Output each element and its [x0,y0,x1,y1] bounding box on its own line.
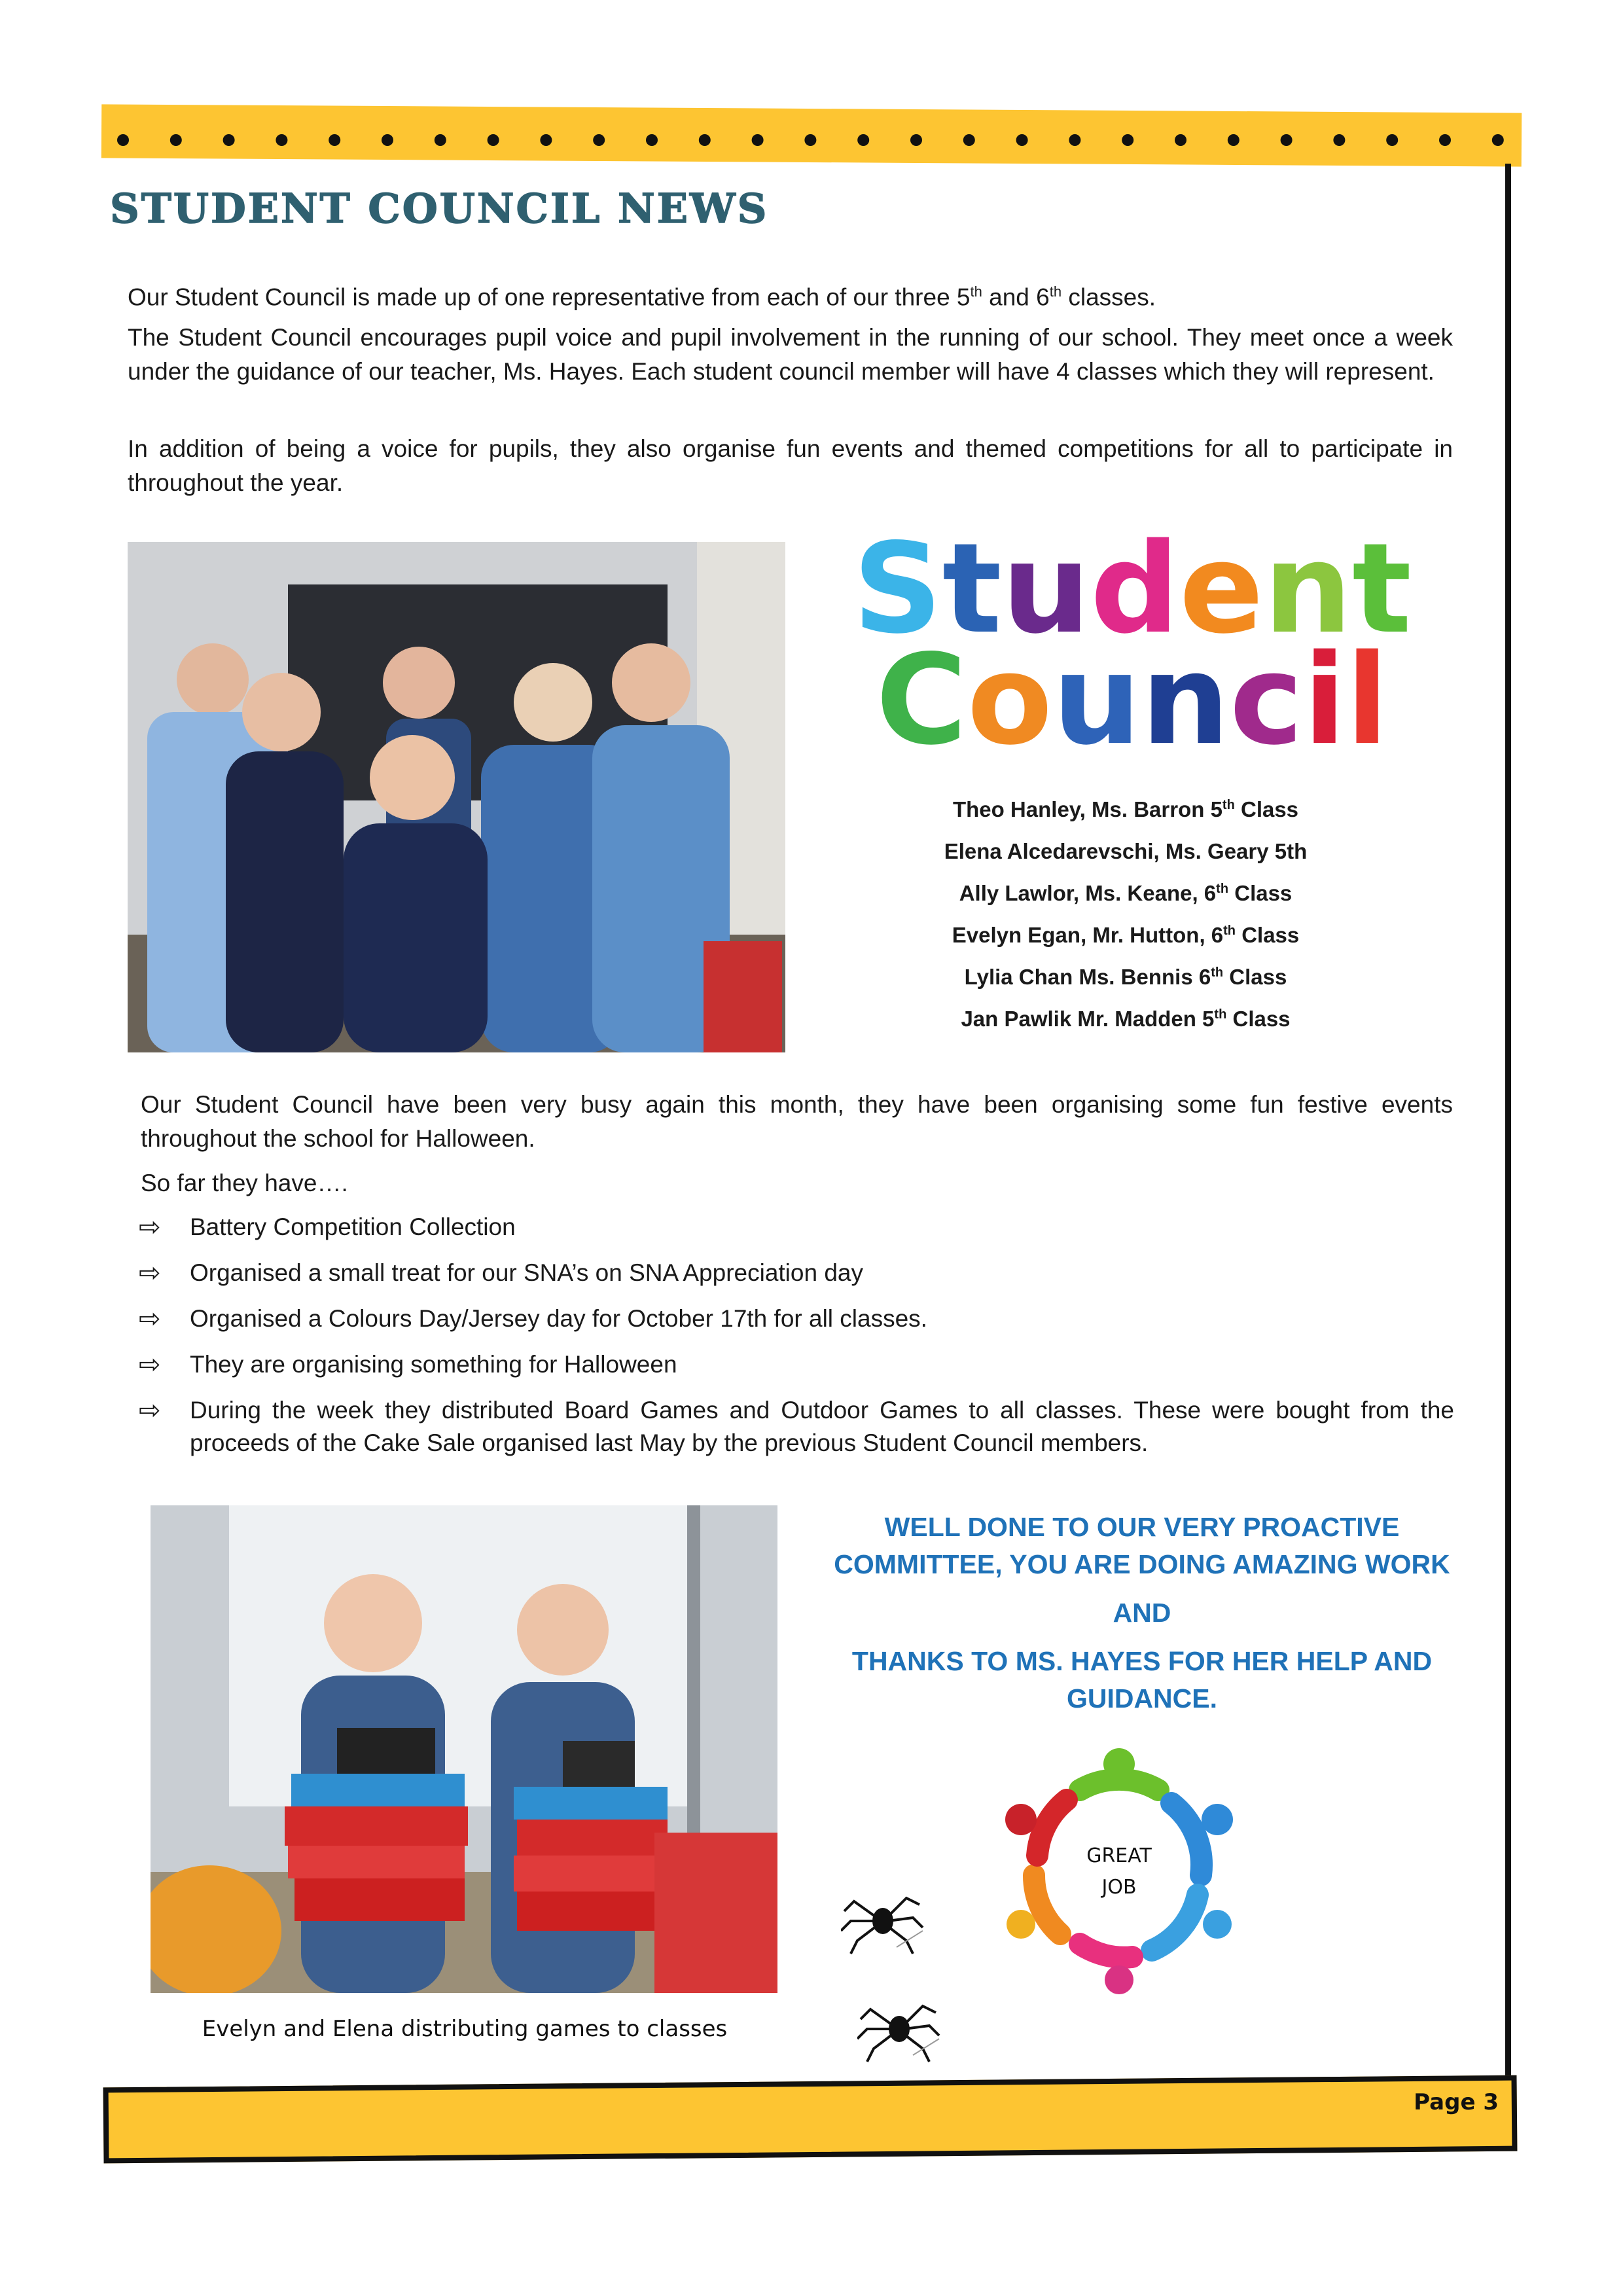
banner-dot [1228,134,1240,146]
logo-letter: c [1229,628,1304,756]
logo-letter: i [1303,628,1346,756]
logo-letter: u [1052,628,1141,756]
arrow-icon: ⇨ [139,1259,161,1287]
banner-dot [117,134,129,146]
student-council-logo [805,533,1459,756]
activity-item: ⇨ Organised a small treat for our SNA’s on SNA Appreciation day [139,1257,1454,1289]
banner-dot [910,134,922,146]
banner-dot [804,134,816,146]
activity-item: ⇨ They are organising something for Halloween [139,1348,1454,1381]
arrow-icon: ⇨ [139,1304,161,1333]
photo-caption: Evelyn and Elena distributing games to classes [202,2016,728,2042]
praise-line-1: WELL DONE TO OUR VERY PROACTIVE COMMITTEE, YOU ARE DOING AMAZING WORK [834,1512,1450,1579]
banner-dot [435,134,446,146]
banner-dot [329,134,340,146]
intro-paragraph-1: Our Student Council is made up of one representative from each of our three 5th and 6th classes. [128,283,1156,311]
footer-banner [103,2075,1518,2164]
member-item: Ally Lawlor, Ms. Keane, 6th Class [959,881,1293,905]
great-job-graphic [969,1738,1270,2000]
logo-letter: n [1263,533,1353,661]
page-title: STUDENT COUNCIL NEWS [110,185,769,232]
banner-dot [1069,134,1080,146]
member-list [844,789,1407,1040]
svg-text:JOB: JOB [1101,1876,1137,1899]
banner-dot [223,134,235,146]
update-paragraph: Our Student Council have been very busy again this month, they have been organising some fun festive events throughout the school for Halloween. [141,1091,1453,1152]
intro-paragraph-2: The Student Council encourages pupil voice and pupil involvement in the running of our school. They meet once a week under the guidance of our teacher, Ms. Hayes. Each student council member will have 4 classes which they will represent. [128,324,1453,385]
banner-dot [1016,134,1028,146]
intro-paragraph-3: In addition of being a voice for pupils, they also organise fun events and themed competitions for all to participate in throughout the year. [128,435,1453,496]
member-item: Lylia Chan Ms. Bennis 6th Class [964,965,1287,989]
banner-dot [276,134,287,146]
member-item: Jan Pawlik Mr. Madden 5th Class [961,1007,1291,1031]
praise-line-2: AND [1113,1598,1171,1628]
banner-dot [170,134,182,146]
banner-dot [963,134,975,146]
logo-letter: l [1346,628,1389,756]
arrow-icon: ⇨ [139,1350,161,1379]
games-photo [151,1505,777,1993]
banner-dot [646,134,658,146]
activity-item: ⇨ Battery Competition Collection [139,1211,1454,1244]
praise-message [831,1509,1453,1729]
spider-icon [841,1885,926,1957]
banner-dot [1175,134,1186,146]
svg-text:Council [876,628,1388,756]
banner-dot [488,134,499,146]
banner-dot [1333,134,1345,146]
banner-dot [1281,134,1293,146]
svg-text:GREAT: GREAT [1086,1844,1152,1867]
member-item: Theo Hanley, Ms. Barron 5th Class [952,797,1299,821]
banner-dot [1439,134,1451,146]
banner-dot [1122,134,1133,146]
logo-letter: e [1179,533,1264,661]
banner-dot [752,134,764,146]
logo-letter: n [1141,628,1230,756]
banner-dot [382,134,393,146]
arrow-icon: ⇨ [139,1396,161,1425]
activity-item: ⇨ During the week they distributed Board Games and Outdoor Games to all classes. These were bought from the proceeds of the Cake Sale organised last May by the previous Student Council members. [139,1394,1454,1460]
council-group-photo [128,542,785,1052]
logo-letter: d [1090,533,1179,661]
banner-dot [699,134,711,146]
logo-letter: t [1352,533,1412,661]
banner-dot [540,134,552,146]
logo-letter: C [876,628,967,756]
banner-dot [857,134,869,146]
activity-list [139,1211,1454,1473]
activity-item: ⇨ Organised a Colours Day/Jersey day for October 17th for all classes. [139,1302,1454,1335]
so-far-text: So far they have…. [141,1170,348,1196]
banner-dot [1386,134,1398,146]
spider-icon [857,1993,942,2065]
logo-letter: u [1001,533,1090,661]
member-item: Evelyn Egan, Mr. Hutton, 6th Class [952,923,1300,947]
praise-line-3: THANKS TO MS. HAYES FOR HER HELP AND GUIDANCE. [851,1646,1433,1713]
member-item: Elena Alcedarevschi, Ms. Geary 5th [944,839,1308,863]
logo-letter: o [967,628,1053,756]
banner-dot [1492,134,1504,146]
logo-letter: t [942,533,1002,661]
banner-dot [593,134,605,146]
banner-dots [111,128,1512,152]
page-number: Page 3 [1414,2089,1499,2115]
arrow-icon: ⇨ [139,1213,161,1242]
page-border-right [1505,164,1511,2081]
logo-letter: S [853,533,942,661]
